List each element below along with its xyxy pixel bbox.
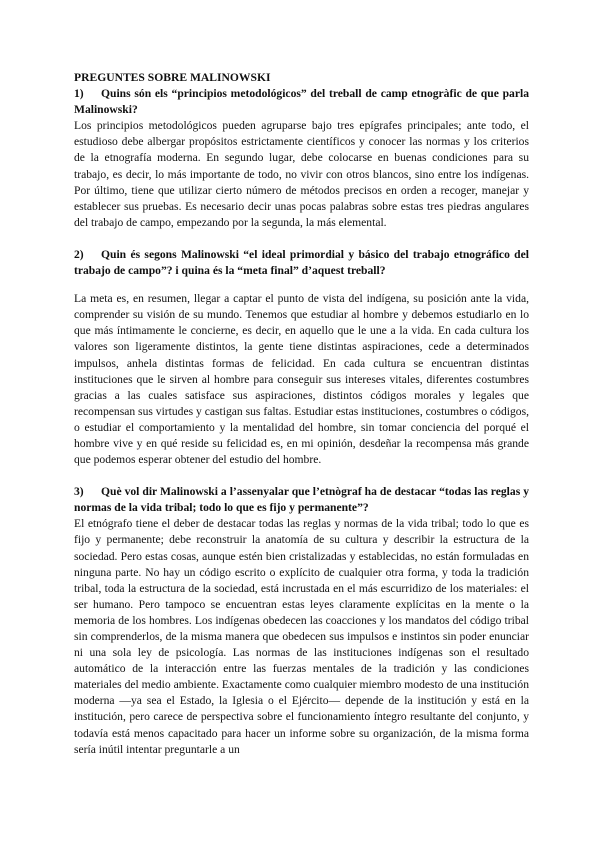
- question-2-number: 2): [74, 247, 84, 261]
- question-1-text: Quins són els “principios metodológicos” del treball de camp etnogràfic de que parla Malinowski?: [74, 87, 529, 117]
- spacer: [74, 279, 529, 291]
- question-2: [74, 247, 529, 279]
- question-3: [74, 484, 529, 516]
- answer-1: Los principios metodológicos pueden agruparse bajo tres epígrafes principales; ante todo, el estudioso debe albergar propósitos estrictamente científicos y conocer las normas y los criterios de la etnografía moderna. En segundo lugar, debe colocarse en buenas condiciones para su trabajo, es decir, lo más importante de todo, no vivir con otros blancos, sino entre los indígenas. Por último, tiene que utilizar cierto número de métodos precisos en orden a recoger, manejar y establecer sus pruebas. Es necesario decir unas pocas palabras sobre estas tres piedras angulares del trabajo de campo, empezando por la segunda, la más elemental.: [74, 119, 529, 229]
- answer-2: La meta es, en resumen, llegar a captar el punto de vista del indígena, su posición ante la vida, comprender su visión de su mundo. Tenemos que estudiar al hombre y debemos estudiarlo en lo que más íntimamente le concierne, es decir, en aquello que le une a la vida. En cada cultura los valores son ligeramente distintos, la gente tiene distintas aspiraciones, cede a determinados impulsos, anhela distintas formas de felicidad. En cada cultura se encuentran distintas instituciones que le sirven al hombre para conseguir sus intereses vitales, diferentes costumbres gracias a las cuales satisface sus aspiraciones, distintos códigos morales y legales que recompensan sus virtudes y castigan sus faltas. Estudiar estas instituciones, costumbres o códigos, o estudiar el comportamiento y la mentalidad del hombre, sin tomar conciencia del porqué el hombre vive y en qué reside su felicidad es, en mi opinión, desdeñar la recompensa más grande que podemos esperar obtener del estudio del hombre.: [74, 292, 529, 467]
- question-3-number: 3): [74, 485, 84, 499]
- spacer: [74, 231, 529, 247]
- question-2-text: Quin és segons Malinowski “el ideal primordial y básico del trabajo etnográfico del trabajo de campo”? i quina és la “meta final” d’aquest treball?: [74, 247, 529, 278]
- document-page: [74, 70, 529, 758]
- answer-3: El etnógrafo tiene el deber de destacar todas las reglas y normas de la vida tribal; todo lo que es fijo y permanente; debe reconstruir la anatomía de su cultura y describir la estructura de la sociedad. Pero estas cosas, aunque estén bien cristalizadas y establecidas, no están formuladas en ninguna parte. No hay un código escrito o explícito de cualquier otra forma, y toda la tradición tribal, toda la estructura de la sociedad, está incrustada en el más escurridizo de los materiales: el ser humano. Pero tampoco se encuentran estas leyes claramente explícitas en la mente o la memoria de los hombres. Los indígenas obedecen las coacciones y los mandatos del código tribal sin comprenderlos, de la misma manera que obedecen sus impulsos e instintos sin poder enunciar ni una sola ley de psicología. Las normas de las instituciones indígenas son el resultado automático de la interacción entre las fuerzas mentales de la tradición y las condiciones materiales del medio ambiente. Exactamente como cualquier miembro modesto de una institución moderna —ya sea el Estado, la Iglesia o el Ejército— depende de la institución y está en la institución, pero carece de perspectiva sobre el funcionamiento íntegro resultante del conjunto, y todavía está menos capacitado para hacer un informe sobre su organización, de la misma forma sería inútil intentar preguntarle a un: [74, 517, 529, 756]
- question-1: [74, 86, 529, 118]
- question-3-text: Què vol dir Malinowski a l’assenyalar que l’etnògraf ha de destacar “todas las reglas y normas de la vida tribal; todo lo que es fijo y permanente”?: [74, 485, 529, 515]
- question-1-number: 1): [74, 87, 84, 101]
- spacer: [74, 468, 529, 484]
- document-title: PREGUNTES SOBRE MALINOWSKI: [74, 71, 271, 84]
